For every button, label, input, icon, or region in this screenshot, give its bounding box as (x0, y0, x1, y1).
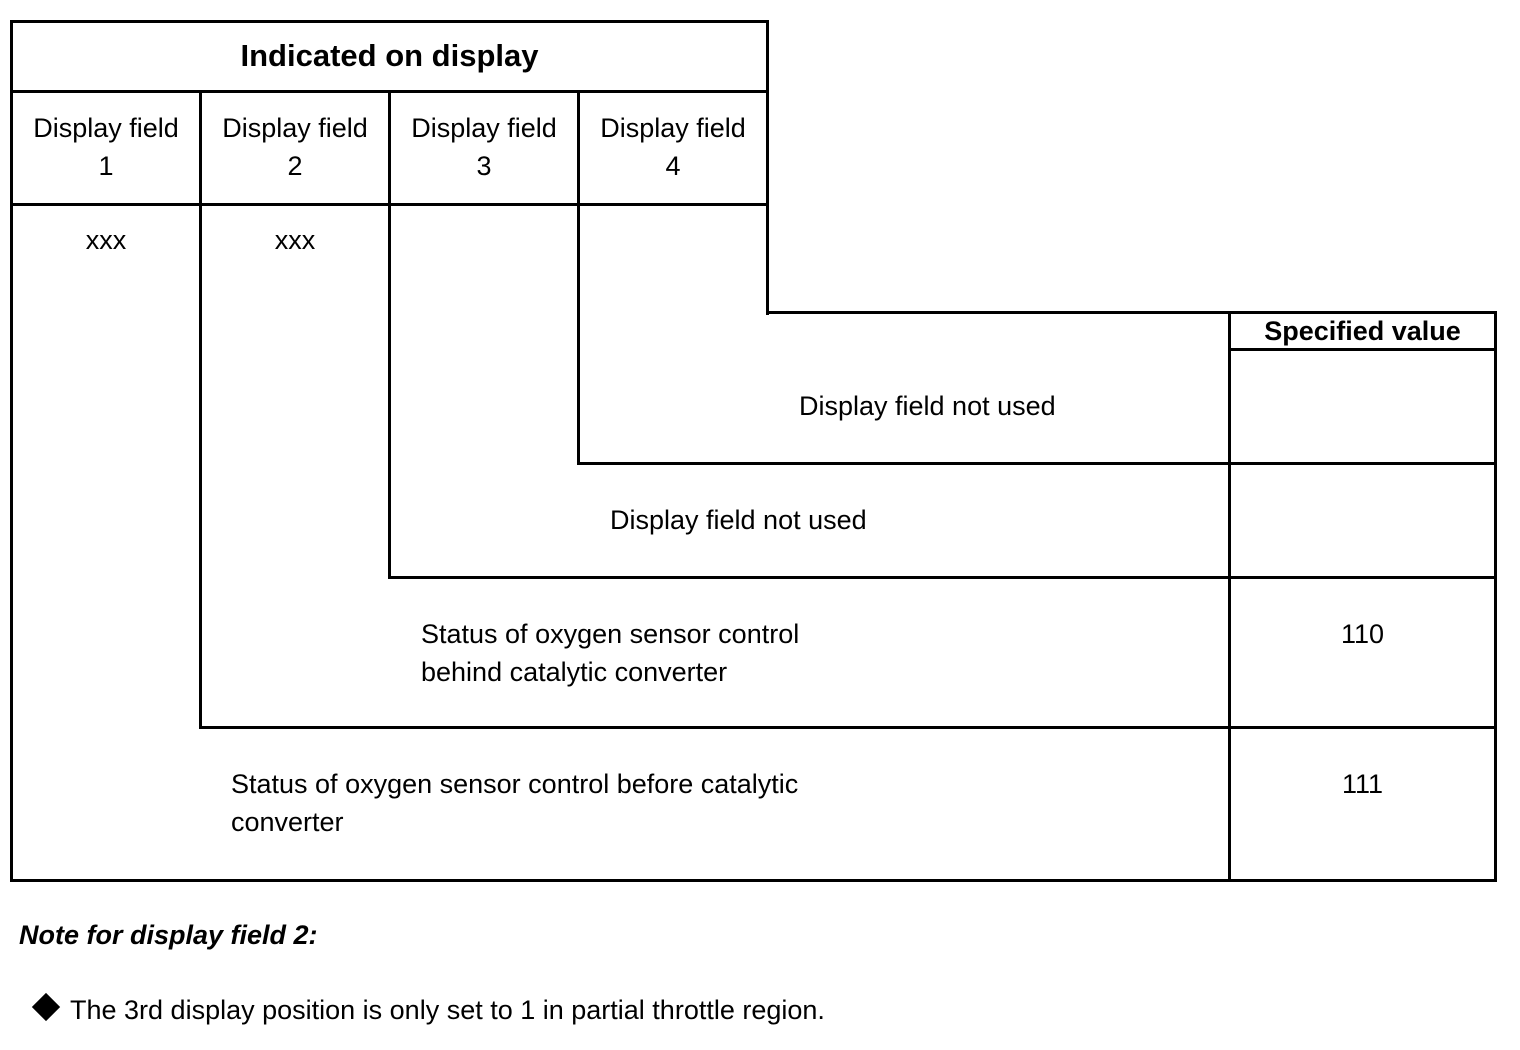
column-label-3: Display field 3 (411, 113, 557, 181)
row-divider-2 (388, 576, 1497, 579)
note-item (31, 995, 825, 1026)
header-title: Indicated on display (240, 38, 539, 73)
diamond-bullet-icon (32, 993, 60, 1021)
row-description-field-3: Display field not used (610, 505, 867, 535)
row-specified-field-1: 111 (1341, 769, 1384, 799)
row-divider-1 (577, 462, 1497, 465)
row-specified-field-2: 110 (1340, 619, 1385, 649)
note-title: Note for display field 2: (19, 920, 318, 950)
row-description-field-2: Status of oxygen sensor control behind catalytic converter (421, 619, 800, 687)
column-label-2: Display field 2 (222, 113, 368, 181)
table-border-top (10, 20, 769, 23)
row-description-field-1: Status of oxygen sensor control before catalytic converter (231, 769, 799, 837)
row-description-field-4: Display field not used (799, 391, 1056, 421)
column-divider-1 (199, 90, 202, 729)
specified-value-header: Specified value (1264, 316, 1461, 346)
note-item-text: The 3rd display position is only set to 1 in partial throttle region. (70, 995, 825, 1025)
table-border-right (1494, 311, 1497, 882)
row-divider-3 (199, 726, 1497, 729)
column-label-4: Display field 4 (600, 113, 746, 181)
header-border-right (766, 20, 769, 315)
table-border-bottom (10, 879, 1497, 882)
field-1-value: xxx (85, 225, 127, 255)
column-label-1: Display field 1 (33, 113, 179, 181)
field-2-value: xxx (274, 225, 316, 255)
